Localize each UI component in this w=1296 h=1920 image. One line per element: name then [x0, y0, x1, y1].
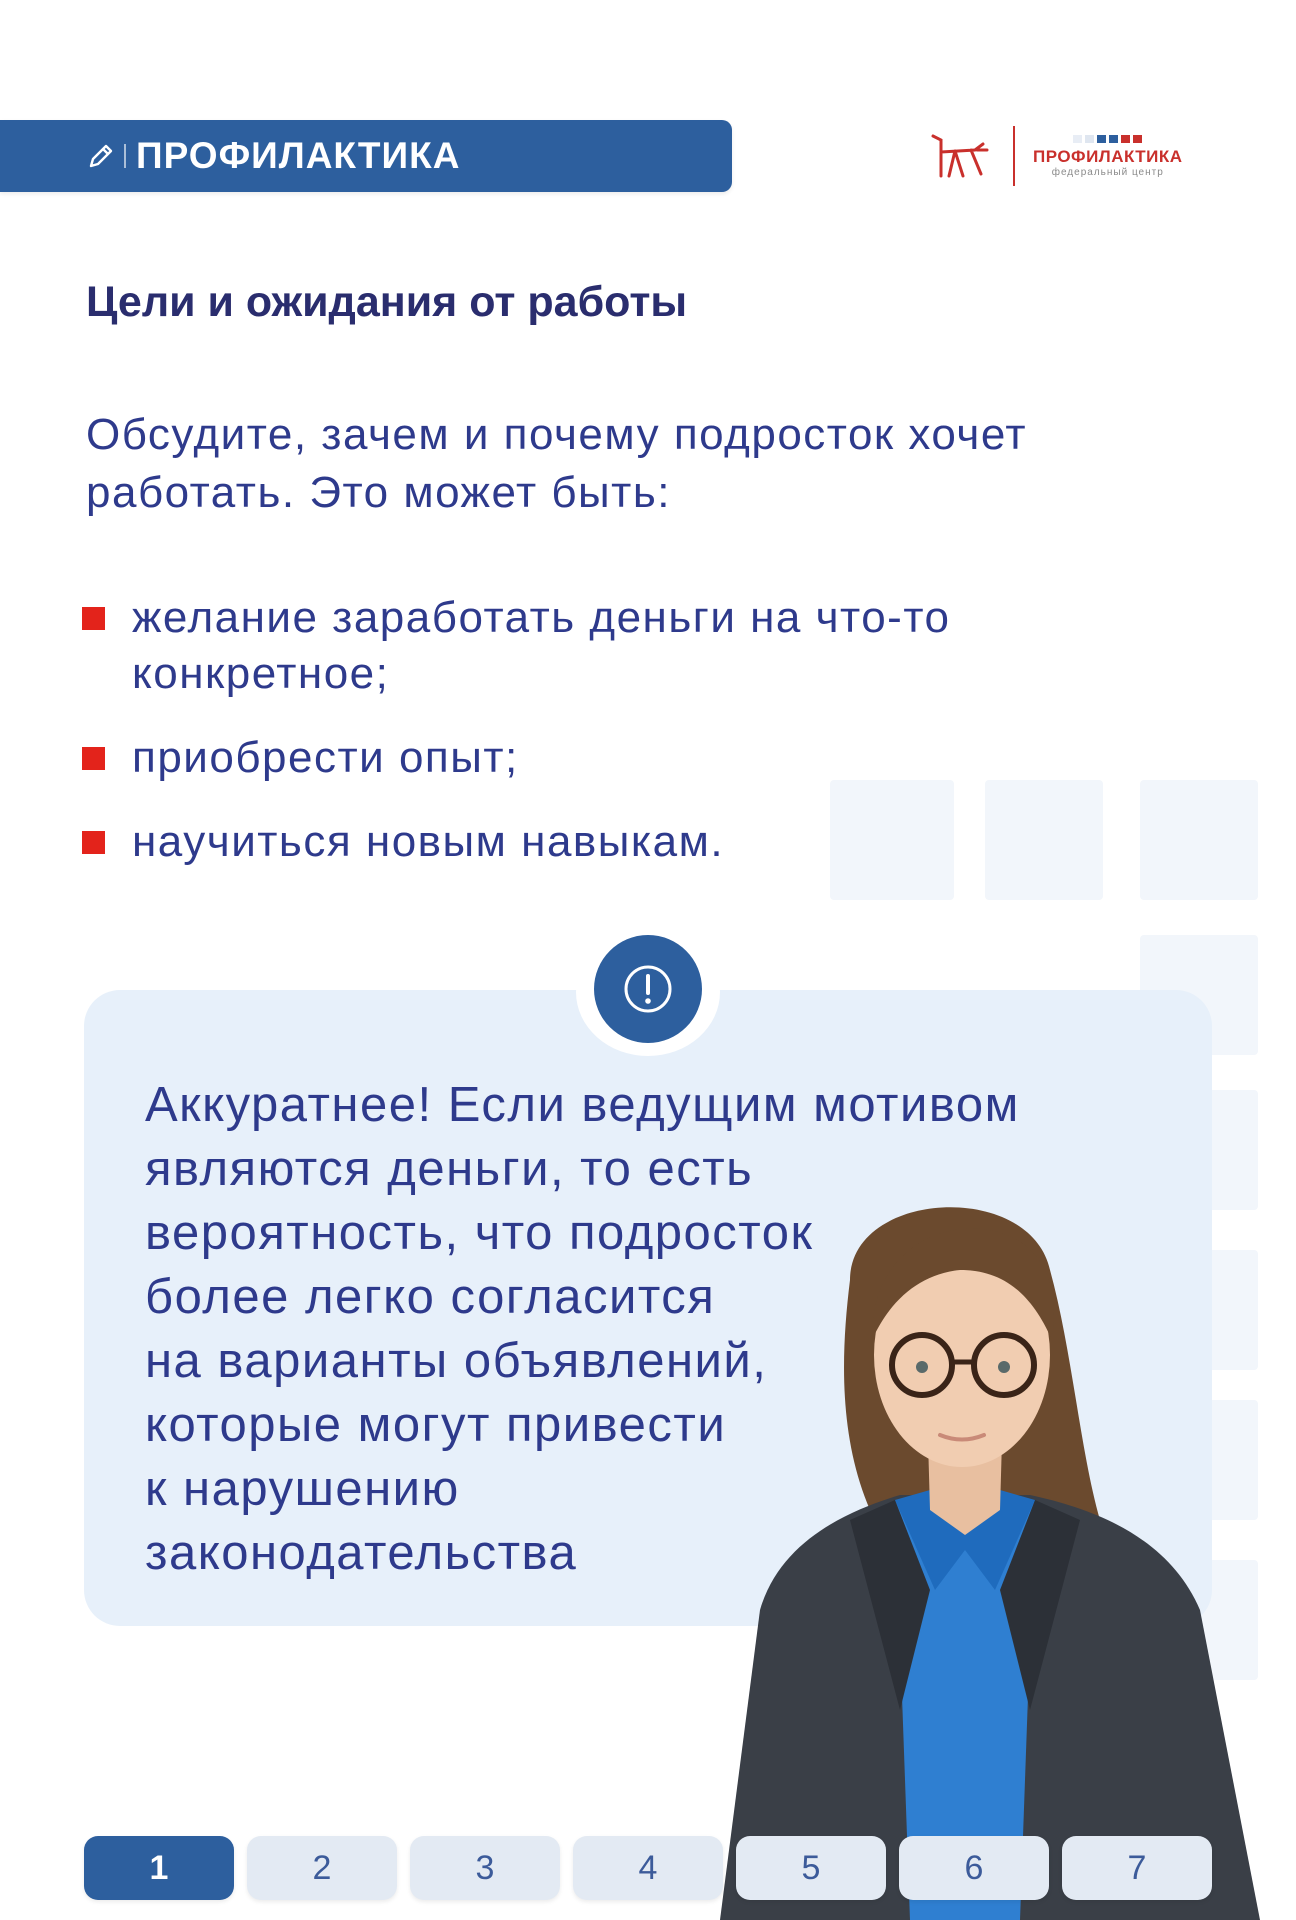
motivation-list [82, 590, 1182, 898]
chair-logo-icon [925, 126, 995, 186]
bullet-square-icon [82, 747, 105, 770]
bullet-square-icon [82, 607, 105, 630]
warning-note-text: Аккуратнее! Если ведущим мотивом являются деньги, то есть вероятность, что подросток более легко согласится на варианты объявлений, которые могут привести к нарушению законодательства [145, 1078, 1020, 1580]
logo-divider [1013, 126, 1015, 186]
logo-group [925, 120, 1215, 192]
header-separator [124, 144, 126, 168]
pencil-icon [86, 141, 116, 171]
section-title: ПРОФИЛАКТИКА [136, 135, 461, 176]
section-header [0, 120, 732, 192]
presenter-photo [700, 1190, 1280, 1920]
page-button-1[interactable]: 1 [84, 1836, 234, 1900]
page-pagination [84, 1836, 1212, 1900]
list-item-text: научиться новым навыкам. [132, 817, 725, 866]
page-button-3[interactable]: 3 [410, 1836, 560, 1900]
page-button-2[interactable]: 2 [247, 1836, 397, 1900]
intro-text: Обсудите, зачем и почему подросток хочет работать. Это может быть: [86, 410, 1027, 517]
page-button-7[interactable]: 7 [1062, 1836, 1212, 1900]
list-item [82, 730, 1182, 786]
page-heading: Цели и ожидания от работы [86, 278, 688, 326]
page-button-4[interactable]: 4 [573, 1836, 723, 1900]
exclamation-icon [594, 935, 702, 1043]
logo-subtitle: федеральный центр [1051, 166, 1164, 178]
list-item-text: желание заработать деньги на что-то конкретное; [132, 593, 951, 698]
page-button-5[interactable]: 5 [736, 1836, 886, 1900]
profilaktika-logo [1033, 135, 1183, 178]
logo-name: ПРОФИЛАКТИКА [1033, 146, 1183, 166]
logo-bars-icon [1073, 135, 1142, 143]
list-item [82, 814, 1182, 870]
list-item-text: приобрести опыт; [132, 733, 519, 782]
list-item [82, 590, 1182, 702]
page-button-6[interactable]: 6 [899, 1836, 1049, 1900]
bullet-square-icon [82, 831, 105, 854]
